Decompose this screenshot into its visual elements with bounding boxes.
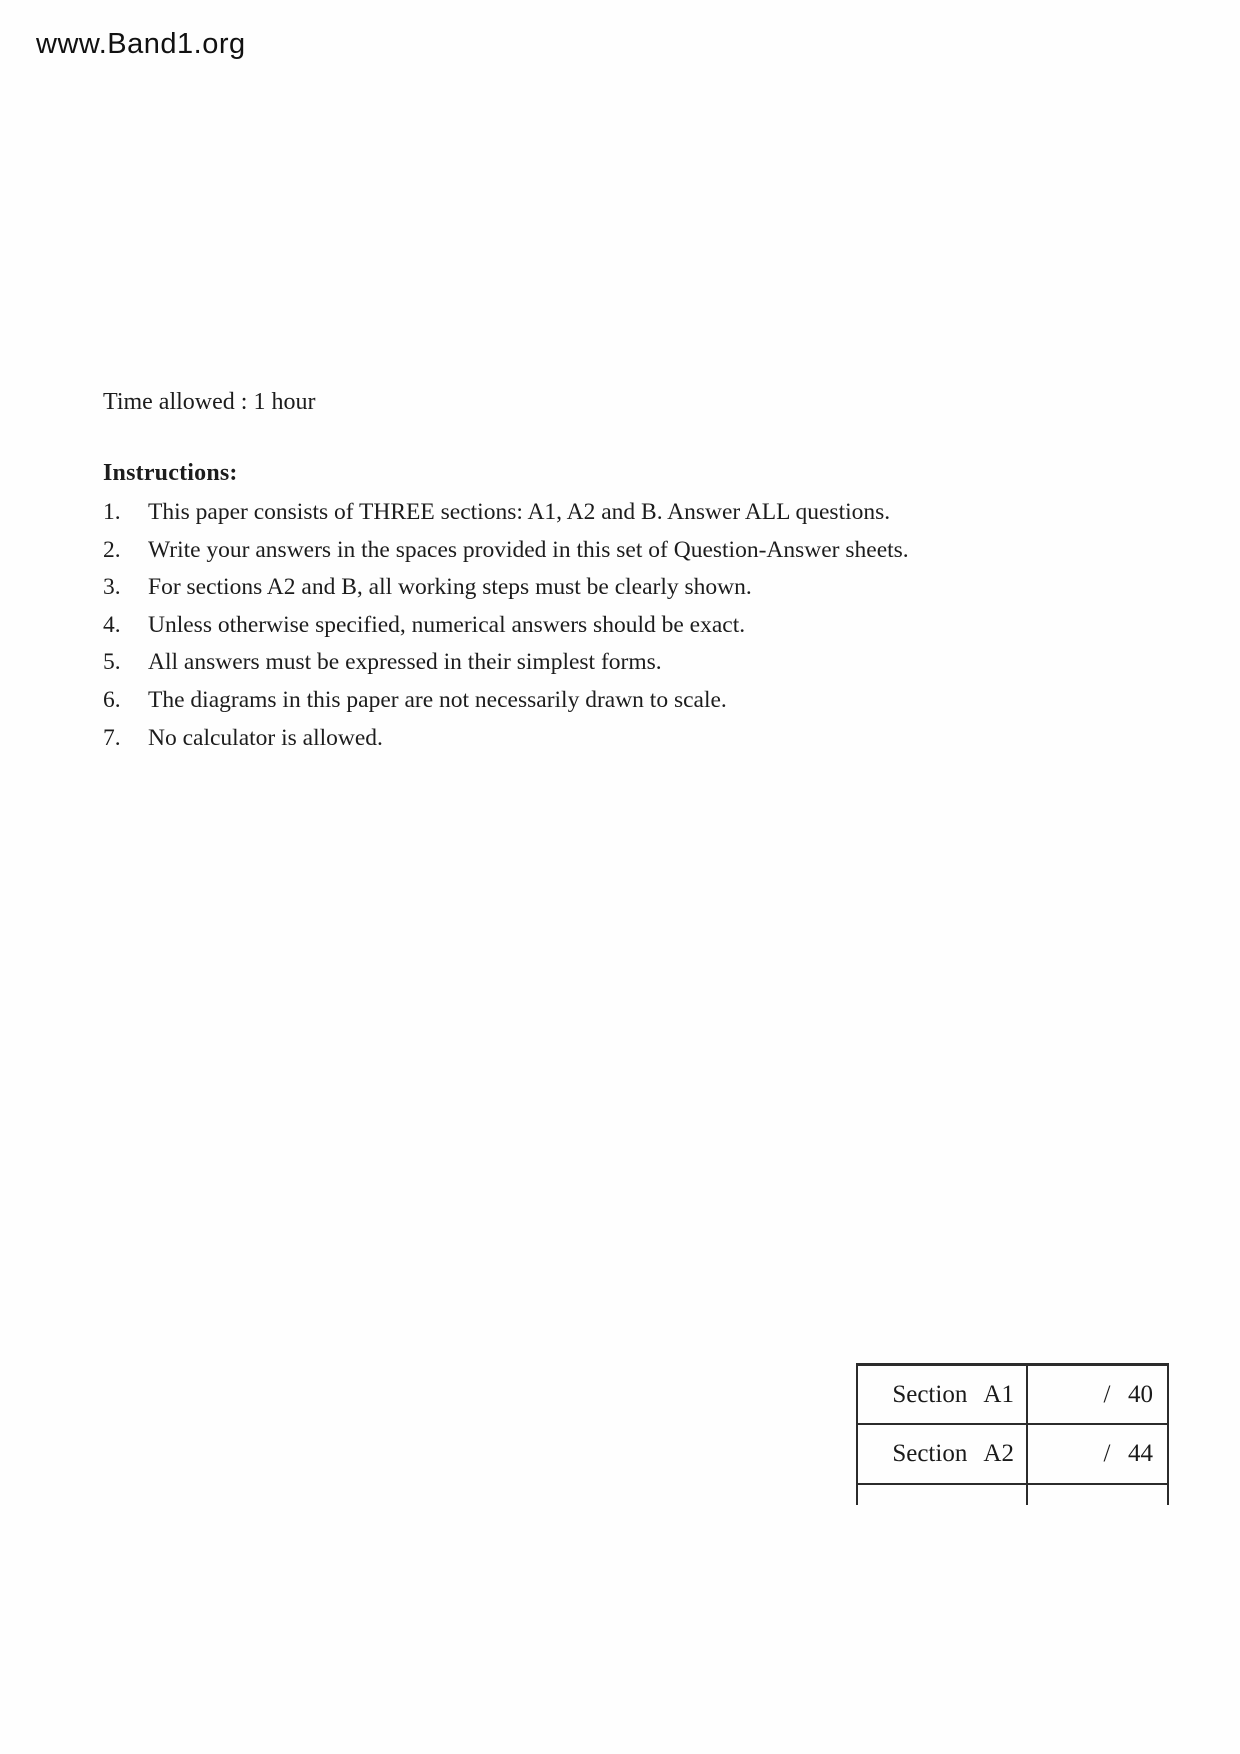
instruction-text: For sections A2 and B, all working steps must be clearly shown. <box>148 574 752 601</box>
instruction-text: Write your answers in the spaces provided in this set of Question-Answer sheets. <box>148 536 909 563</box>
watermark-url: www.Band1.org <box>36 28 246 60</box>
instruction-item-6 <box>103 682 953 720</box>
partial-row-label-cell <box>858 1485 1028 1505</box>
instruction-number: 7. <box>103 724 121 751</box>
instruction-number: 6. <box>103 686 121 713</box>
instruction-number: 1. <box>103 499 121 525</box>
instruction-text: Unless otherwise specified, numerical answers should be exact. <box>148 611 746 638</box>
instruction-item-3 <box>103 569 953 607</box>
instruction-item-1 <box>103 494 953 532</box>
instruction-item-7 <box>103 720 953 758</box>
score-table <box>856 1363 1169 1505</box>
instruction-item-2 <box>103 532 953 570</box>
section-a1-score: / 40 <box>1103 1380 1153 1408</box>
section-a2-score: / 44 <box>1103 1440 1153 1467</box>
instruction-number: 2. <box>103 536 121 563</box>
instruction-item-5 <box>103 644 953 682</box>
score-table-row-section-a2 <box>856 1425 1169 1485</box>
instruction-number: 3. <box>103 574 121 601</box>
section-a1-label: Section A1 <box>858 1366 1028 1423</box>
section-a2-label: Section A2 <box>858 1425 1028 1483</box>
score-table-partial-row <box>856 1485 1169 1505</box>
score-table-row-section-a1 <box>856 1363 1169 1425</box>
instruction-text: No calculator is allowed. <box>148 724 383 751</box>
instruction-item-4 <box>103 607 953 645</box>
partial-row-score-cell <box>1028 1485 1167 1505</box>
instruction-number: 4. <box>103 611 121 638</box>
instruction-text: This paper consists of THREE sections: A1, A2 and B. Answer ALL questions. <box>148 499 891 525</box>
instructions-list <box>103 494 953 757</box>
instruction-text: All answers must be expressed in their simplest forms. <box>148 649 662 676</box>
instruction-number: 5. <box>103 649 121 676</box>
instructions-heading: Instructions: <box>103 460 238 486</box>
instruction-text: The diagrams in this paper are not necessarily drawn to scale. <box>148 686 727 713</box>
time-allowed-text: Time allowed : 1 hour <box>103 389 316 415</box>
